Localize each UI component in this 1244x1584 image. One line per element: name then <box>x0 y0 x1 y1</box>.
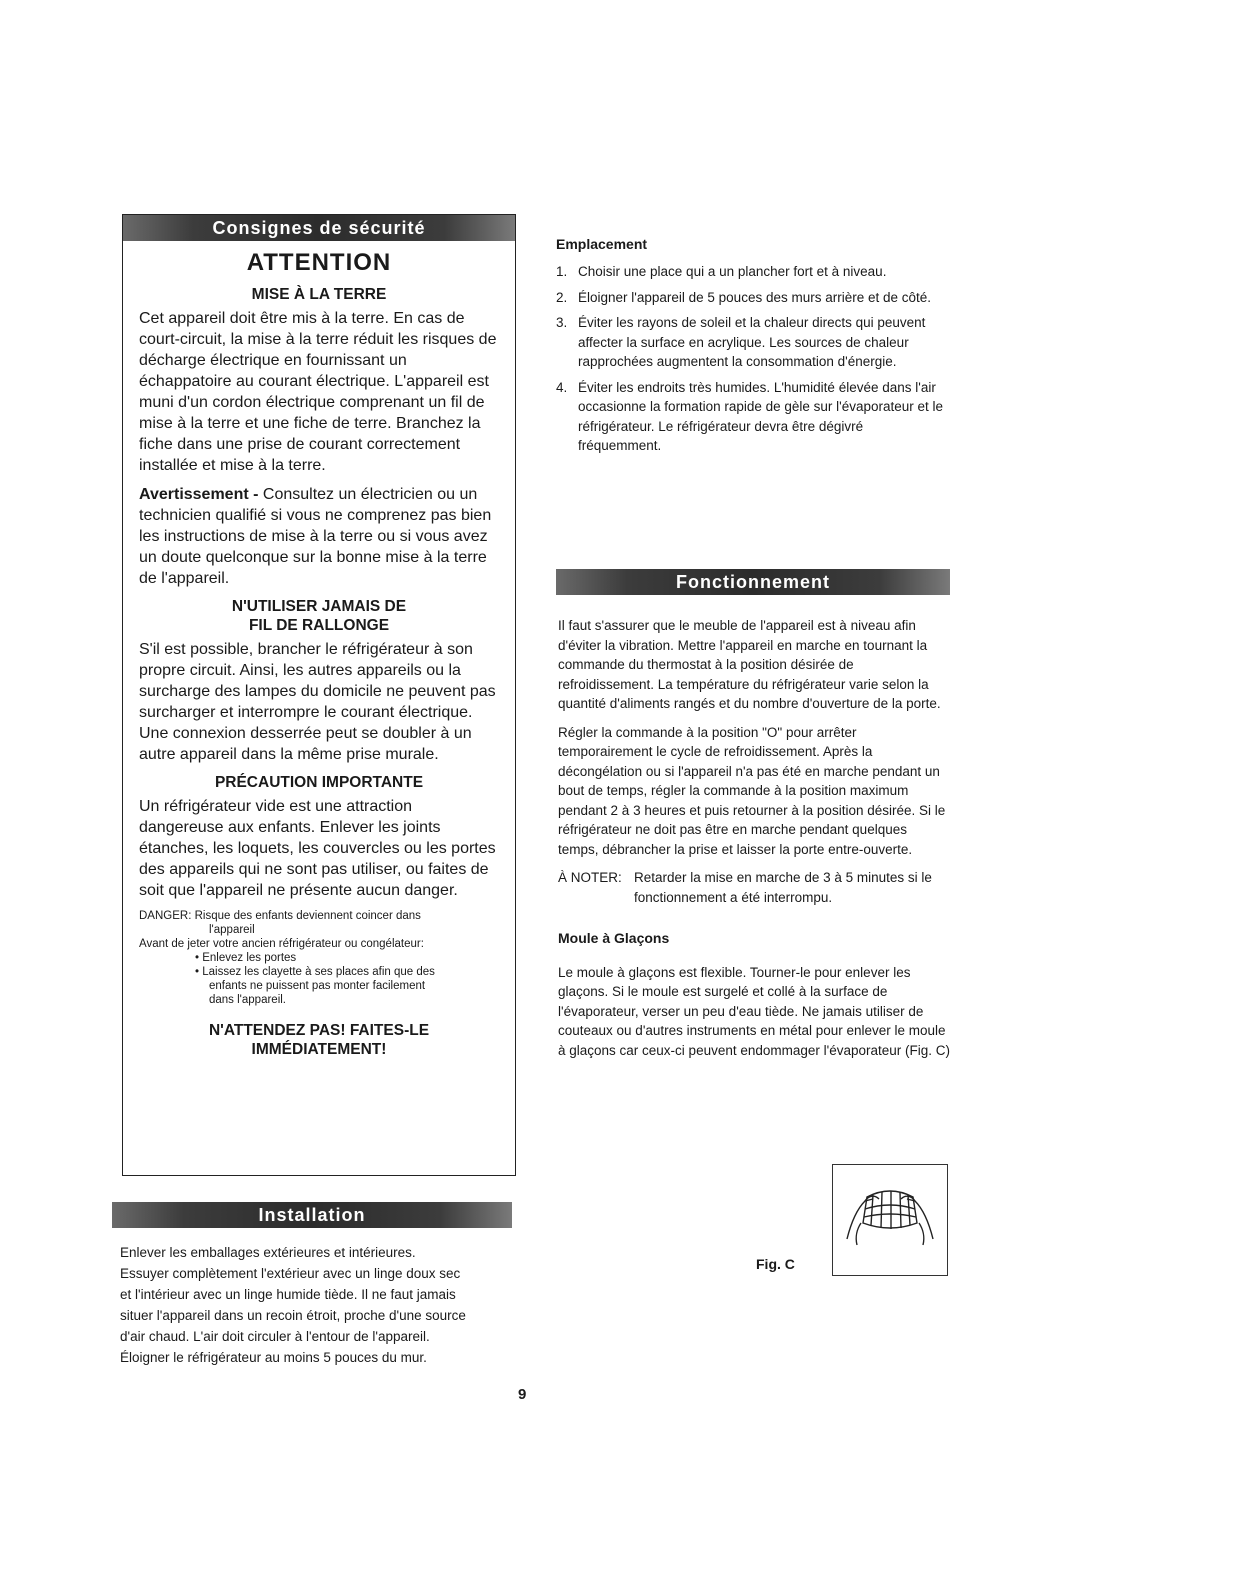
list-number: 4. <box>556 379 568 395</box>
note-text: Retarder la mise en marche de 3 à 5 minutes si le fonctionnement a été interrompu. <box>634 870 932 905</box>
emplacement-heading: Emplacement <box>556 236 648 252</box>
danger-bullet-cont: enfants ne puissent pas monter facilement <box>209 980 426 992</box>
list-number: 3. <box>556 315 568 330</box>
warning-label: Avertissement - <box>139 486 259 503</box>
final-warning <box>139 1021 499 1059</box>
precaution-heading: PRÉCAUTION IMPORTANTE <box>214 774 424 791</box>
fonctionnement-banner: Fonctionnement <box>556 569 950 595</box>
list-item <box>556 262 948 282</box>
danger-bullet: • Laissez les clayette à ses places afin que des <box>195 966 435 978</box>
warning-text: Consultez un électricien ou un technicien qualifié si vous ne comprenez pas bien les instructions de mise à la terre ou si vous avez un doute quelconque sur la bonne mise à la terre de l'appareil. <box>139 486 492 587</box>
installation-banner: Installation <box>112 1202 512 1228</box>
extension-heading-line-1: N'UTILISER JAMAIS DE <box>231 598 407 615</box>
fonctionnement-para-2: Régler la commande à la position "O" pour arrêter temporairement le cycle de refroidissement. Après la décongélation ou si l'appareil n'a pas été en marche pendant un bout de temps, régler la commande à la position maximum pendant 2 à 3 heures et puis retourner à la position désirée. Si le réfrigérateur ne doit pas être en marche pendant quelques temps, débrancher la prise et laisser la porte entre-ouverte. <box>558 724 946 857</box>
final-line-2: IMMÉDIATEMENT! <box>251 1041 387 1058</box>
list-text: Éloigner l'appareil de 5 pouces des murs arrière et de côté. <box>578 289 932 305</box>
moule-text: Le moule à glaçons est flexible. Tourner-le pour enlever les glaçons. Si le moule est surgelé et collé à la surface de l'évaporateur, verser un peu d'eau tiède. Ne jamais utiliser de couteaux ou d'autres instruments en métal pour enlever le moule à glaçons car ceux-ci peuvent endommager l'évaporateur (Fig. C) <box>558 964 951 1058</box>
attention-title: ATTENTION <box>246 249 392 276</box>
safety-box <box>122 214 516 1176</box>
extension-text: S'il est possible, brancher le réfrigérateur à son propre circuit. Ainsi, les autres appareils ou la surcharge des lampes du domicile ne peuvent pas surcharger et interrompre le courant électrique. Une connexion desserrée peut se doubler à un autre appareil dans la même prise murale. <box>139 641 496 763</box>
list-number: 2. <box>556 289 568 305</box>
list-text: Éviter les rayons de soleil et la chaleur directs qui peuvent affecter la surface en acrylique. Les sources de chaleur rapprochées augmentent la consommation d'énergie. <box>578 315 926 369</box>
figure-c <box>832 1164 948 1276</box>
final-line-1: N'ATTENDEZ PAS! FAITES-LE <box>208 1022 430 1039</box>
list-item <box>556 288 948 308</box>
installation-line: situer l'appareil dans un recoin étroit, proche d'une source <box>120 1308 466 1323</box>
list-number: 1. <box>556 264 568 279</box>
fonctionnement-para-1: Il faut s'assurer que le meuble de l'appareil est à niveau afin d'éviter la vibration. Mettre l'appareil en marche en tournant la commande du thermostat à la position désirée de refroidissement. La température du réfrigérateur varie selon la quantité d'aliments rangés et du nombre d'ouverture de la porte. <box>558 618 941 711</box>
note-label: À NOTER: <box>558 870 622 885</box>
danger-bullet-cont: dans l'appareil. <box>209 994 286 1006</box>
danger-line: DANGER: Risque des enfants deviennent coincer dans <box>139 910 421 922</box>
emplacement-list <box>556 262 948 456</box>
fonctionnement-section <box>558 616 950 1069</box>
installation-text <box>120 1242 516 1368</box>
installation-line: et l'intérieur avec un linge humide tiède. Il ne faut jamais <box>120 1287 456 1302</box>
danger-line: Avant de jeter votre ancien réfrigérateur ou congélateur: <box>139 938 424 950</box>
emplacement-section <box>556 236 948 462</box>
ground-heading: MISE À LA TERRE <box>251 286 387 303</box>
danger-bullet: • Enlevez les portes <box>195 952 297 964</box>
safety-banner: Consignes de sécurité <box>123 215 515 241</box>
extension-heading <box>139 597 499 635</box>
moule-heading: Moule à Glaçons <box>558 930 670 946</box>
installation-line: d'air chaud. L'air doit circuler à l'entour de l'appareil. <box>120 1329 430 1344</box>
danger-line: l'appareil <box>209 924 255 936</box>
safety-content <box>139 249 499 1059</box>
list-item <box>556 313 948 372</box>
installation-line: Éloigner le réfrigérateur au moins 5 pouces du mur. <box>120 1350 427 1365</box>
extension-heading-line-2: FIL DE RALLONGE <box>248 617 390 634</box>
warning-paragraph <box>139 484 499 589</box>
list-item <box>556 378 948 456</box>
installation-line: Enlever les emballages extérieures et intérieures. <box>120 1245 416 1260</box>
list-text: Éviter les endroits très humides. L'humidité élevée dans l'air occasionne la formation rapide de gèle sur l'évaporateur et le réfrigérateur. Le réfrigérateur devra être dégivré fréquemment. <box>578 379 944 453</box>
page-number: 9 <box>518 1386 527 1403</box>
note <box>558 868 950 907</box>
figure-label: Fig. C <box>756 1256 795 1272</box>
precaution-text: Un réfrigérateur vide est une attraction dangereuse aux enfants. Enlever les joints étanches, les loquets, les couvercles ou les portes des appareils qui ne sont pas utiliser, ou faites de soit que l'appareil ne présente aucun danger. <box>139 798 496 899</box>
ground-text: Cet appareil doit être mis à la terre. En cas de court-circuit, la mise à la terre réduit les risques de décharge électrique en fournissant un échappatoire au courant électrique. L'appareil est muni d'un cordon électrique comprenant un fil de mise à la terre et une fiche de terre. Branchez la fiche dans une prise de courant correctement installée et mise à la terre. <box>139 310 497 474</box>
installation-line: Essuyer complètement l'extérieur avec un linge doux sec <box>120 1266 461 1281</box>
list-text: Choisir une place qui a un plancher fort et à niveau. <box>578 264 887 279</box>
danger-notice <box>139 909 499 1007</box>
ice-tray-hands-illustration <box>833 1165 947 1275</box>
